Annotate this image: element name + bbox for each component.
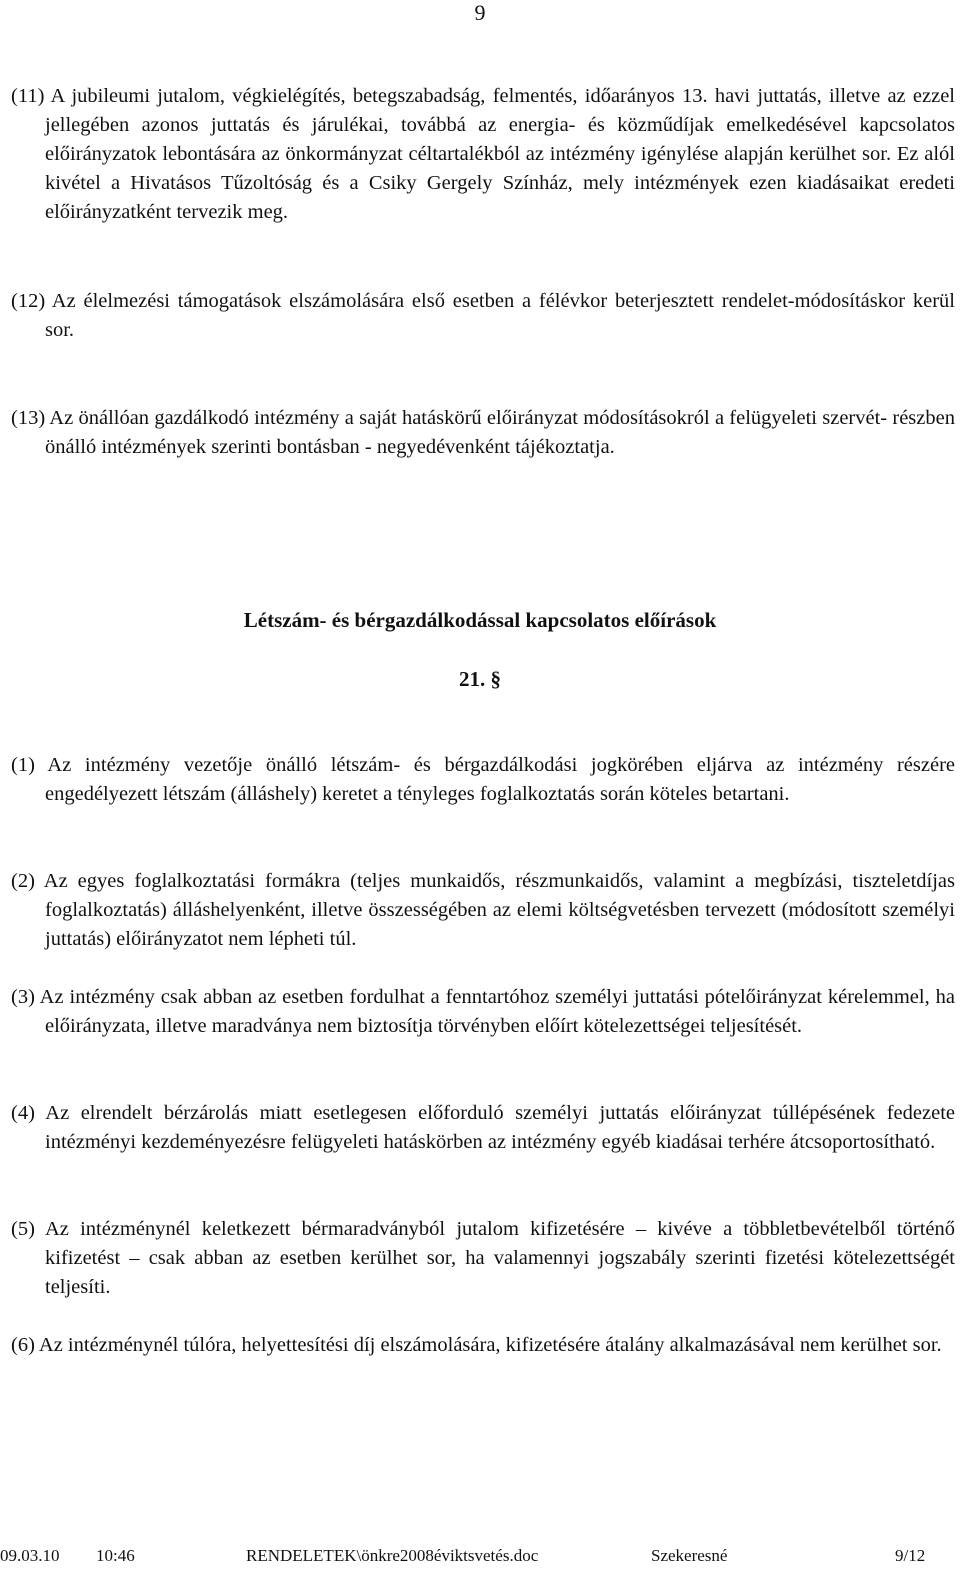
paragraph-21-2: (2) Az egyes foglalkoztatási formákra (teljes munkaidős, részmunkaidős, valamint a megbízási, tiszteletdíjas foglalkoztatás) álláshelyenként, illetve összességében az elemi költségvetésben tervezett (módosított személyi juttatás) előirányzatot nem lépheti túl. bbox=[11, 870, 955, 950]
paragraph-13: (13) Az önállóan gazdálkodó intézmény a saját hatáskörű előirányzat módosításokról a felügyeleti szervét- részben önálló intézmények szerinti bontásban - negyedévenként tájékoztatja. bbox=[11, 407, 955, 458]
paragraph-21-1: (1) Az intézmény vezetője önálló létszám- és bérgazdálkodási jogkörében eljárva az intézmény részére engedélyezett létszám (álláshely) keretet a tényleges foglalkoztatás során köteles betartani. bbox=[11, 754, 955, 805]
footer-time: 10:46 bbox=[96, 1546, 135, 1565]
paragraph-21-6: (6) Az intézménynél túlóra, helyettesítési díj elszámolására, kifizetésére átalány alkalmazásával nem kerülhet sor. bbox=[11, 1334, 942, 1356]
footer-author: Szekeresné bbox=[651, 1546, 728, 1565]
footer-pages: 9/12 bbox=[895, 1546, 926, 1565]
footer-file: RENDELETEK\önkre2008éviktsvetés.doc bbox=[246, 1546, 539, 1565]
section-title: Létszám- és bérgazdálkodással kapcsolatos előírások bbox=[243, 608, 717, 632]
paragraph-21-3: (3) Az intézmény csak abban az esetben fordulhat a fenntartóhoz személyi juttatási pótelőirányzat kérelemmel, ha előirányzata, illetve maradványa nem biztosítja törvényben előírt kötelezettségei teljesítését. bbox=[11, 986, 955, 1037]
footer-date: 09.03.10 bbox=[0, 1546, 60, 1565]
paragraph-21-5: (5) Az intézménynél keletkezett bérmaradványból jutalom kifizetésére – kivéve a többletbevételből történő kifizetést – csak abban az esetben kerülhet sor, ha valamennyi jogszabály szerinti fizetési kötelezettségét teljesíti. bbox=[11, 1218, 955, 1298]
page-number: 9 bbox=[474, 0, 486, 25]
paragraph-12: (12) Az élelmezési támogatások elszámolására első esetben a félévkor beterjesztett rendelet-módosításkor kerül sor. bbox=[11, 290, 955, 341]
paragraph-21-4: (4) Az elrendelt bérzárolás miatt esetlegesen előforduló személyi juttatás előirányzat túllépésének fedezete intézményi kezdeményezésre felügyeleti hatáskörben az intézmény egyéb kiadásai terhére átcsoportosítható. bbox=[11, 1102, 955, 1153]
paragraph-11: (11) A jubileumi jutalom, végkielégítés, betegszabadság, felmentés, időarányos 13. havi juttatás, illetve az ezzel jellegében azonos juttatás és járulékai, továbbá az energia- és közműdíjak emelkedésével kapcsolatos előirányzatok lebontására az önkormányzat céltartalékból az intézmény igénylése alapján kerülhet sor. Ez alól kivétel a Hivatásos Tűzoltóság és a Csiky Gergely Színház, mely intézmények ezen kiadásaikat eredeti előirányzatként tervezik meg. bbox=[11, 85, 955, 223]
section-number: 21. § bbox=[459, 667, 501, 691]
